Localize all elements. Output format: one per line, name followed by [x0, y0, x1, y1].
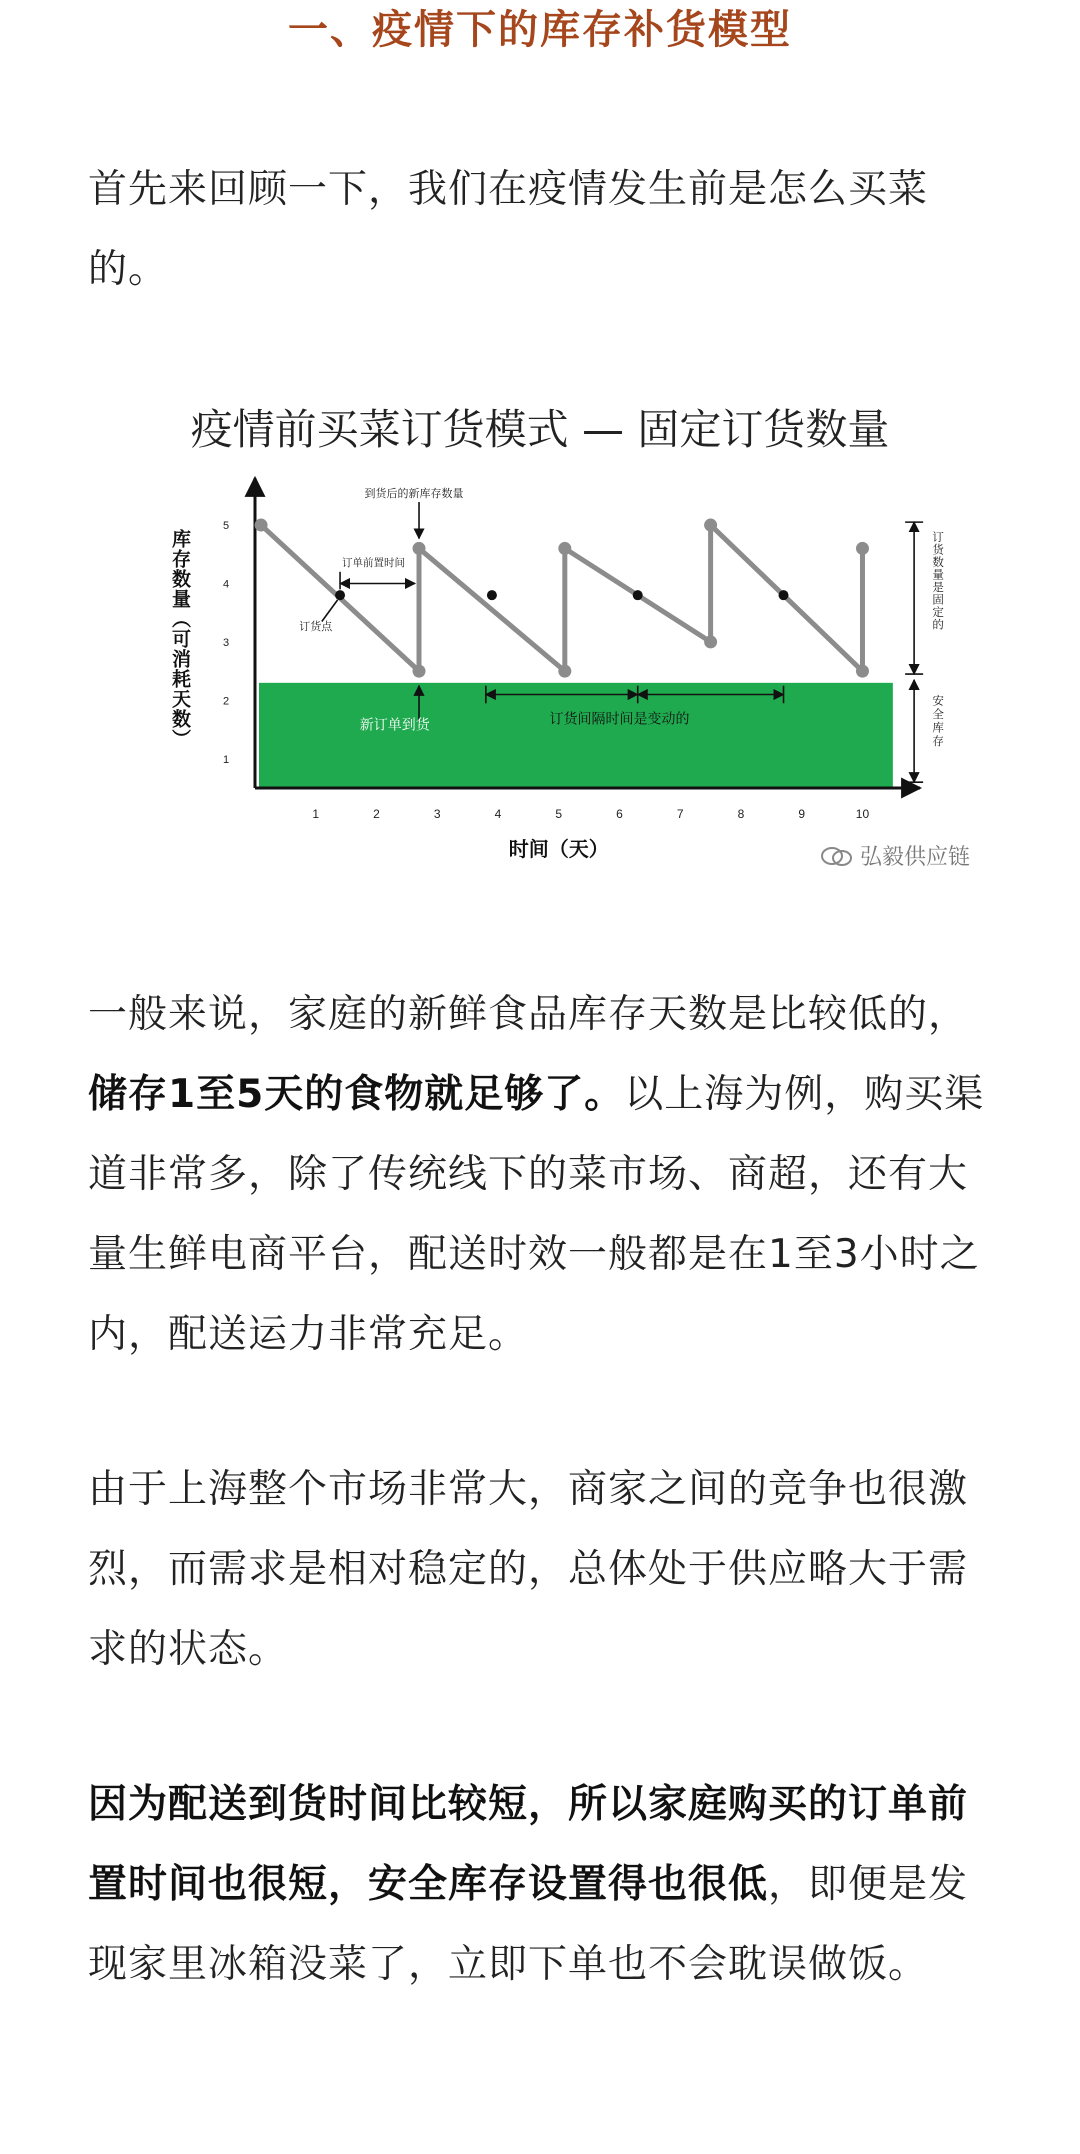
annotation-fixed-qty: 订货数量是固定的	[931, 530, 946, 631]
annotation-safety-stock: 安全库存	[931, 694, 946, 749]
reorder-point	[487, 590, 497, 600]
inventory-chart	[140, 470, 946, 870]
annotation-lead-time: 订单前置时间	[341, 556, 405, 569]
p2-bold: 储存1至5天的食物就足够了。	[88, 1072, 625, 1117]
watermark	[820, 840, 970, 871]
x-tick-label: 5	[555, 807, 563, 821]
paragraph-conclusion	[88, 1765, 988, 2005]
inventory-point	[558, 542, 571, 555]
y-axis-label: 库存数量（可消耗天数）	[169, 529, 191, 749]
x-tick-label: 4	[494, 807, 502, 821]
reorder-point	[335, 590, 345, 600]
x-tick-label: 9	[798, 807, 806, 821]
x-tick-label: 3	[433, 807, 441, 821]
annotation-order-arrival: 新订单到货	[359, 717, 430, 734]
y-tick-label: 5	[223, 520, 230, 533]
y-tick-label: 2	[223, 695, 230, 708]
wechat-icon	[820, 845, 854, 867]
p2-text-1: 一般来说，家庭的新鲜食品库存天数是比较低的，	[88, 992, 969, 1037]
p4-bold: 因为配送到货时间比较短，所以家庭购买的订单前置时间也很短，安全库存设置得也很低	[88, 1782, 969, 1907]
y-tick-label: 4	[223, 578, 230, 591]
inventory-point	[704, 519, 717, 532]
y-tick-label: 3	[223, 636, 230, 649]
p4-text: ，即便是发现家里冰箱没菜了，立即下单也不会耽误做饭。	[88, 1862, 969, 1987]
p2-text-2: 以上海为例，购买渠道非常多，除了传统线下的菜市场、商超，还有大量生鲜电商平台，配送时效一般都是在1至3小时之内，配送运力非常充足。	[88, 1072, 985, 1357]
reorder-point	[779, 590, 789, 600]
annotation-reorder-point: 订货点	[299, 620, 333, 634]
paragraph-intro: 首先来回顾一下，我们在疫情发生前是怎么买菜的。	[88, 167, 929, 292]
inventory-point	[255, 519, 268, 532]
inventory-point	[413, 665, 426, 678]
reorder-point	[633, 590, 643, 600]
reorder-point-leader	[322, 600, 338, 622]
inventory-point	[558, 665, 571, 678]
paragraph-market: 由于上海整个市场非常大，商家之间的竞争也很激烈，而需求是相对稳定的，总体处于供应略大于需求的状态。	[88, 1467, 969, 1672]
safety-stock-band	[259, 683, 893, 788]
x-tick-label: 2	[373, 807, 380, 821]
x-axis-label: 时间（天）	[508, 837, 609, 861]
inventory-point	[704, 635, 717, 648]
x-tick-label: 1	[312, 807, 320, 821]
annotation-new-stock: 到货后的新库存数量	[364, 487, 464, 500]
section-heading: 一、疫情下的库存补货模型	[288, 7, 792, 53]
x-tick-label: 7	[676, 807, 684, 821]
inventory-point	[856, 665, 869, 678]
inventory-point	[856, 542, 869, 555]
y-tick-label: 1	[223, 753, 230, 766]
inventory-point	[413, 542, 426, 555]
x-tick-label: 10	[855, 807, 870, 821]
annotation-interval: 订货间隔时间是变动的	[549, 711, 690, 728]
chart-title: 疫情前买菜订货模式 — 固定订货数量	[190, 405, 890, 454]
x-tick-label: 8	[737, 807, 745, 821]
x-tick-label: 6	[616, 807, 623, 821]
watermark-text: 弘毅供应链	[860, 845, 971, 870]
paragraph-home-stock	[88, 975, 988, 1375]
